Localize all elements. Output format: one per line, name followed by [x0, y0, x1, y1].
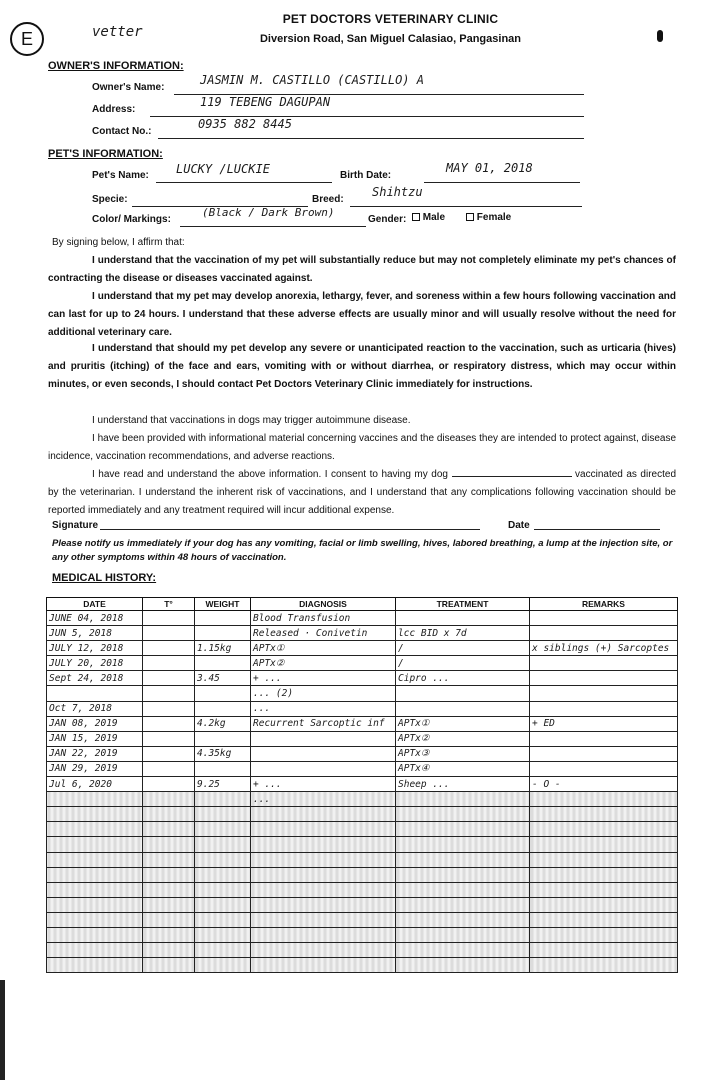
table-row	[47, 686, 678, 701]
cell-diagnosis: Released · Conivetin	[251, 626, 396, 641]
cell-diagnosis	[251, 958, 396, 973]
cell-temp	[143, 943, 195, 958]
cell-weight	[195, 656, 251, 671]
cell-remarks	[530, 882, 678, 897]
cell-remarks: + ED	[530, 716, 678, 731]
cell-temp	[143, 656, 195, 671]
cell-remarks	[530, 867, 678, 882]
cell-diagnosis	[251, 807, 396, 822]
cell-diagnosis: APTx①	[251, 641, 396, 656]
cell-temp	[143, 958, 195, 973]
consent-paragraph-4: I understand that vaccinations in dogs may trigger autoimmune disease.	[92, 415, 411, 426]
handwritten-note: vetter	[92, 24, 143, 40]
table-row	[47, 958, 678, 973]
male-checkbox	[412, 213, 420, 221]
cell-date: JUN 5, 2018	[47, 626, 143, 641]
pet-section-title: PET'S INFORMATION:	[48, 148, 163, 160]
consent-paragraph-5: I have been provided with informational material concerning vaccines and the diseases they are intended to protect against, disease incidence, vaccination recommendations, and adverse reactions.	[48, 433, 676, 462]
consent-paragraph-6	[48, 466, 676, 520]
cell-date	[47, 822, 143, 837]
cell-weight	[195, 701, 251, 716]
cell-temp	[143, 701, 195, 716]
cell-weight	[195, 867, 251, 882]
header-weight: WEIGHT	[195, 598, 251, 611]
cell-treatment	[396, 852, 530, 867]
cell-weight	[195, 897, 251, 912]
cell-date: JULY 20, 2018	[47, 656, 143, 671]
cell-date	[47, 852, 143, 867]
cell-remarks	[530, 701, 678, 716]
cell-temp	[143, 882, 195, 897]
cell-weight	[195, 837, 251, 852]
cell-diagnosis: + ...	[251, 777, 396, 792]
date-line	[534, 519, 660, 530]
cell-remarks	[530, 792, 678, 807]
dog-name-blank	[452, 466, 572, 477]
medical-history-table	[46, 597, 678, 973]
cell-treatment: APTx②	[396, 731, 530, 746]
table-row	[47, 852, 678, 867]
cell-date	[47, 792, 143, 807]
cell-treatment	[396, 867, 530, 882]
cell-treatment: Cipro ...	[396, 671, 530, 686]
cell-temp	[143, 686, 195, 701]
scan-mark	[657, 30, 663, 42]
cell-diagnosis: APTx②	[251, 656, 396, 671]
medical-section-title: MEDICAL HISTORY:	[52, 572, 157, 584]
cell-temp	[143, 867, 195, 882]
cell-date	[47, 897, 143, 912]
cell-date: JAN 22, 2019	[47, 746, 143, 761]
gender-female-label: Female	[476, 212, 512, 223]
cell-date: JAN 29, 2019	[47, 761, 143, 776]
table-row	[47, 897, 678, 912]
cell-date: JULY 12, 2018	[47, 641, 143, 656]
cell-treatment: APTx④	[396, 761, 530, 776]
cell-diagnosis: ... (2)	[251, 686, 396, 701]
cell-remarks	[530, 822, 678, 837]
cell-remarks	[530, 807, 678, 822]
cell-treatment	[396, 837, 530, 852]
cell-treatment: lcc BID x 7d	[396, 626, 530, 641]
cell-date	[47, 958, 143, 973]
cell-treatment: /	[396, 656, 530, 671]
consent-paragraph-3: I understand that should my pet develop any severe or unanticipated reaction to the vaccination, such as urticaria (hives) and pruritis (itching) of the face and ears, vomiting with or without diarrhea, or respiratory distress, which may occur within minutes, or even seconds, I should contact Pet Doctors Veterinary Clinic immediately for instructions.	[48, 343, 676, 390]
cell-treatment	[396, 611, 530, 626]
cell-weight	[195, 927, 251, 942]
cell-remarks: x siblings (+) Sarcoptes	[530, 641, 678, 656]
header-temp: T°	[143, 598, 195, 611]
cell-date	[47, 807, 143, 822]
cell-date	[47, 927, 143, 942]
cell-weight: 4.35kg	[195, 746, 251, 761]
female-checkbox	[466, 213, 474, 221]
table-row	[47, 671, 678, 686]
cell-treatment	[396, 943, 530, 958]
pet-name-label: Pet's Name:	[92, 170, 149, 181]
cell-diagnosis	[251, 746, 396, 761]
signature-line	[100, 519, 480, 530]
signature-label: Signature	[52, 520, 99, 531]
cell-weight	[195, 731, 251, 746]
consent-paragraph-1: I understand that the vaccination of my pet will substantially reduce but may not completely eliminate my pet's chances of contracting the disease or diseases vaccinated against.	[48, 255, 676, 284]
cell-date	[47, 943, 143, 958]
table-row	[47, 882, 678, 897]
cell-remarks	[530, 897, 678, 912]
birth-date-value: MAY 01, 2018	[446, 161, 533, 175]
table-header-row	[47, 598, 678, 611]
cell-weight	[195, 792, 251, 807]
cell-weight	[195, 912, 251, 927]
cell-remarks	[530, 746, 678, 761]
cell-treatment	[396, 958, 530, 973]
cell-remarks	[530, 852, 678, 867]
cell-diagnosis	[251, 912, 396, 927]
cell-temp	[143, 912, 195, 927]
birth-date-label: Birth Date:	[340, 170, 392, 181]
cell-diagnosis: Blood Transfusion	[251, 611, 396, 626]
table-row	[47, 731, 678, 746]
cell-weight: 4.2kg	[195, 716, 251, 731]
pet-name-value: LUCKY /LUCKIE	[176, 162, 270, 176]
cell-remarks	[530, 731, 678, 746]
cell-weight	[195, 611, 251, 626]
cell-temp	[143, 626, 195, 641]
table-row	[47, 792, 678, 807]
color-value: (Black / Dark Brown)	[202, 206, 335, 219]
cell-diagnosis	[251, 761, 396, 776]
contact-value: 0935 882 8445	[198, 117, 292, 131]
consent-p6-start: I have read and understand the above information. I consent to having my dog	[92, 469, 448, 480]
cell-temp	[143, 777, 195, 792]
cell-temp	[143, 897, 195, 912]
breed-value: Shihtzu	[372, 185, 423, 199]
cell-diagnosis: ...	[251, 792, 396, 807]
cell-date	[47, 686, 143, 701]
cell-temp	[143, 746, 195, 761]
cell-treatment: Sheep ...	[396, 777, 530, 792]
cell-temp	[143, 716, 195, 731]
cell-weight	[195, 958, 251, 973]
cell-date: Jul 6, 2020	[47, 777, 143, 792]
cell-treatment: APTx③	[396, 746, 530, 761]
table-row	[47, 837, 678, 852]
owner-name-label: Owner's Name:	[92, 82, 165, 93]
cell-weight	[195, 626, 251, 641]
header-date: DATE	[47, 598, 143, 611]
owner-section-title: OWNER'S INFORMATION:	[48, 60, 184, 72]
notify-notice: Please notify us immediately if your dog has any vomiting, facial or limb swelling, hives, labored breathing, a lump at the injection site, or any other symptoms within 48 hours of vaccination.	[52, 538, 673, 563]
cell-remarks: - O -	[530, 777, 678, 792]
cell-remarks	[530, 943, 678, 958]
cell-remarks	[530, 958, 678, 973]
cell-temp	[143, 822, 195, 837]
cell-treatment	[396, 686, 530, 701]
contact-label: Contact No.:	[92, 126, 152, 137]
cell-date: JUNE 04, 2018	[47, 611, 143, 626]
cell-temp	[143, 761, 195, 776]
cell-remarks	[530, 761, 678, 776]
cell-date	[47, 912, 143, 927]
table-row	[47, 777, 678, 792]
cell-treatment	[396, 792, 530, 807]
cell-date	[47, 837, 143, 852]
address-value: 119 TEBENG DAGUPAN	[200, 95, 331, 109]
table-row	[47, 611, 678, 626]
cell-treatment	[396, 807, 530, 822]
cell-weight	[195, 882, 251, 897]
table-row	[47, 641, 678, 656]
cell-date: JAN 08, 2019	[47, 716, 143, 731]
header-treatment: TREATMENT	[396, 598, 530, 611]
cell-temp	[143, 927, 195, 942]
cell-treatment	[396, 822, 530, 837]
cell-remarks	[530, 837, 678, 852]
cell-treatment: /	[396, 641, 530, 656]
clinic-address: Diversion Road, San Miguel Calasiao, Pangasinan	[259, 33, 521, 45]
cell-treatment	[396, 897, 530, 912]
table-row	[47, 701, 678, 716]
cell-date: JAN 15, 2019	[47, 731, 143, 746]
consent-intro: By signing below, I affirm that:	[52, 237, 185, 248]
cell-diagnosis	[251, 867, 396, 882]
cell-weight	[195, 807, 251, 822]
cell-weight	[195, 761, 251, 776]
cell-remarks	[530, 626, 678, 641]
owner-name-value: JASMIN M. CASTILLO (CASTILLO) A	[200, 73, 424, 87]
cell-temp	[143, 731, 195, 746]
cell-diagnosis	[251, 852, 396, 867]
cell-diagnosis: ...	[251, 701, 396, 716]
cell-weight	[195, 822, 251, 837]
cell-remarks	[530, 686, 678, 701]
table-row	[47, 626, 678, 641]
date-label: Date	[508, 520, 530, 531]
cell-weight: 9.25	[195, 777, 251, 792]
cell-temp	[143, 837, 195, 852]
table-row	[47, 656, 678, 671]
consent-p6-end: vaccinated as directed by the veterinarian. I understand the inherent risk of vaccinations, and I understand that any complications following vaccination should be reported immediately and any treatment required will incur additional expense.	[48, 469, 677, 516]
table-row	[47, 927, 678, 942]
table-row	[47, 867, 678, 882]
cell-treatment	[396, 927, 530, 942]
cell-remarks	[530, 656, 678, 671]
cell-remarks	[530, 671, 678, 686]
cell-diagnosis	[251, 943, 396, 958]
cell-remarks	[530, 927, 678, 942]
cell-weight: 3.45	[195, 671, 251, 686]
header-remarks: REMARKS	[530, 598, 678, 611]
cell-weight: 1.15kg	[195, 641, 251, 656]
cell-date: Oct 7, 2018	[47, 701, 143, 716]
cell-diagnosis	[251, 837, 396, 852]
cell-diagnosis: Recurrent Sarcoptic inf	[251, 716, 396, 731]
specie-label: Specie:	[92, 194, 128, 205]
cell-date	[47, 882, 143, 897]
breed-label: Breed:	[312, 194, 344, 205]
gender-female-option	[466, 212, 511, 223]
cell-temp	[143, 641, 195, 656]
clinic-name: PET DOCTORS VETERINARY CLINIC	[282, 12, 499, 26]
specie-line	[132, 192, 308, 207]
cell-treatment	[396, 882, 530, 897]
cell-remarks	[530, 611, 678, 626]
cell-diagnosis	[251, 731, 396, 746]
scan-edge-mark	[0, 980, 5, 1080]
cell-diagnosis	[251, 822, 396, 837]
color-label: Color/ Markings:	[92, 214, 171, 225]
cell-temp	[143, 671, 195, 686]
cell-temp	[143, 611, 195, 626]
table-row	[47, 761, 678, 776]
cell-temp	[143, 792, 195, 807]
table-row	[47, 807, 678, 822]
cell-treatment	[396, 912, 530, 927]
table-row	[47, 746, 678, 761]
cell-weight	[195, 686, 251, 701]
table-row	[47, 943, 678, 958]
cell-weight	[195, 943, 251, 958]
cell-treatment: APTx①	[396, 716, 530, 731]
cell-diagnosis	[251, 927, 396, 942]
header-diagnosis: DIAGNOSIS	[251, 598, 396, 611]
table-row	[47, 912, 678, 927]
cell-remarks	[530, 912, 678, 927]
consent-paragraph-2: I understand that my pet may develop anorexia, lethargy, fever, and soreness within a few hours following vaccination and can last for up to 24 hours. I understand that these adverse effects are usually minor and will usually resolve without the need for additional veterinary care.	[48, 291, 676, 338]
address-label: Address:	[92, 104, 136, 115]
gender-male-option	[412, 212, 445, 223]
table-row	[47, 716, 678, 731]
cell-date	[47, 867, 143, 882]
cell-date: Sept 24, 2018	[47, 671, 143, 686]
cell-treatment	[396, 701, 530, 716]
table-row	[47, 822, 678, 837]
cell-diagnosis: + ...	[251, 671, 396, 686]
gender-label: Gender:	[368, 214, 407, 225]
cell-diagnosis	[251, 882, 396, 897]
cell-temp	[143, 852, 195, 867]
cell-weight	[195, 852, 251, 867]
cell-temp	[143, 807, 195, 822]
gender-male-label: Male	[422, 212, 446, 223]
cell-diagnosis	[251, 897, 396, 912]
circled-letter: E	[10, 22, 44, 56]
